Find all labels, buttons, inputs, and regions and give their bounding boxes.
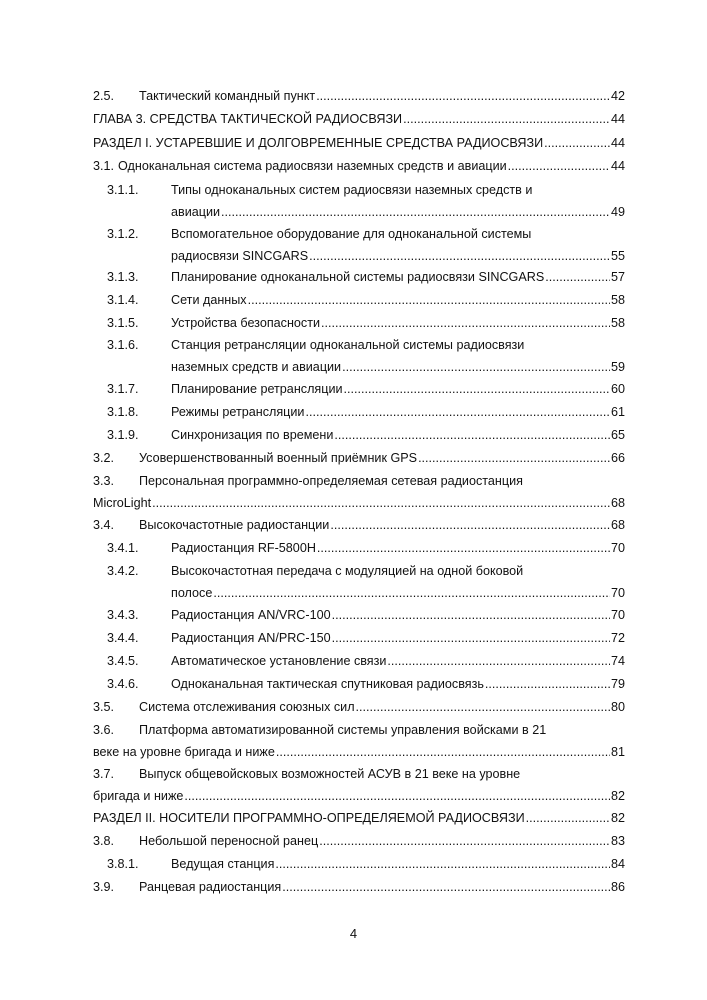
toc-leader [316,86,610,106]
toc-leader [545,267,610,287]
toc-page: 66 [610,451,625,465]
toc-entry[interactable] [93,180,625,222]
toc-leader [485,674,610,694]
toc-entry[interactable] [93,267,625,287]
toc-title-cont: веке на уровне бригада и ниже [93,745,275,759]
toc-leader [275,854,610,874]
toc-leader [332,628,610,648]
toc-entry[interactable] [93,224,625,266]
toc-leader [221,202,610,222]
toc-number: 2.5. [93,89,115,103]
toc-title-cont: радиосвязи SINCGARS [171,249,309,263]
toc-number: 3.1.2. [107,227,139,241]
toc-entry[interactable] [93,538,625,558]
toc-page: 79 [610,677,625,691]
toc-number: 3.1.7. [107,382,139,396]
toc-leader [321,313,610,333]
toc-entry[interactable] [93,86,625,106]
toc-title: Радиостанция AN/VRC-100 [171,608,331,622]
toc-title: Вспомогательное оборудование для одноканальной системы [171,227,532,241]
toc-leader [526,808,610,828]
toc-title: РАЗДЕЛ II. НОСИТЕЛИ ПРОГРАММНО-ОПРЕДЕЛЯЕМОЙ РАДИОСВЯЗИ [93,811,525,825]
toc-page: 59 [610,360,625,374]
toc-entry[interactable] [93,628,625,648]
toc-leader [330,515,610,535]
toc-number: 3.4.2. [107,564,139,578]
toc-leader [248,290,610,310]
toc-entry[interactable] [93,156,625,176]
toc-number: 3.4.5. [107,654,139,668]
toc-page: 82 [610,811,625,825]
toc-page: 61 [610,405,625,419]
toc-title: Режимы ретрансляции [171,405,305,419]
toc-page: 82 [610,789,625,803]
toc-number: 3.4.4. [107,631,139,645]
toc-number: 3.4.3. [107,608,139,622]
toc-leader [276,742,610,762]
toc-title: Радиостанция AN/PRC-150 [171,631,331,645]
toc-entry[interactable] [93,831,625,851]
toc-page: 49 [610,205,625,219]
toc-leader [387,651,610,671]
toc-number: 3.1.4. [107,293,139,307]
toc-entry-chapter[interactable] [93,109,625,129]
toc-number: 3.3. [93,474,115,488]
toc-number: 3.1.5. [107,316,139,330]
toc-page: 42 [610,89,625,103]
toc-title-cont: MicroLight [93,496,152,510]
toc-entry[interactable] [93,402,625,422]
toc-page: 70 [610,608,625,622]
toc-title: Ранцевая радиостанция [139,880,282,894]
toc-page: 65 [610,428,625,442]
toc-title: Типы одноканальных систем радиосвязи наземных средств и [171,183,533,197]
toc-page: 68 [610,496,625,510]
toc-entry[interactable] [93,561,625,603]
toc-entry[interactable] [93,605,625,625]
toc-leader [508,156,610,176]
toc-title: Тактический командный пункт [139,89,316,103]
toc-title: Одноканальная система радиосвязи наземных средств и авиации [118,159,507,173]
toc-entry[interactable] [93,313,625,333]
toc-entry[interactable] [93,674,625,694]
toc-number: 3.1.1. [107,183,139,197]
toc-leader [342,357,610,377]
toc-entry[interactable] [93,877,625,897]
toc-title: Сети данных [171,293,247,307]
toc-number: 3.1.6. [107,338,139,352]
toc-title: Высокочастотные радиостанции [139,518,330,532]
toc-number: 3.1.9. [107,428,139,442]
toc-title: Радиостанция RF-5800H [171,541,316,555]
toc-title-cont: авиации [171,205,221,219]
toc-title: Одноканальная тактическая спутниковая радиосвязь [171,677,484,691]
toc-entry[interactable] [93,425,625,445]
toc-title: Ведущая станция [171,857,275,871]
toc-title: Персональная программно-определяемая сетевая радиостанция [139,474,523,488]
toc-title: Высокочастотная передача с модуляцией на одной боковой [171,564,524,578]
toc-entry-section[interactable] [93,808,625,828]
toc-page: 86 [610,880,625,894]
toc-page: 60 [610,382,625,396]
toc-title: Усовершенствованный военный приёмник GPS [139,451,418,465]
toc-leader [152,493,610,513]
toc-page: 74 [610,654,625,668]
toc-page: 44 [610,112,625,126]
toc-page: 44 [610,159,625,173]
toc-page: 80 [610,700,625,714]
toc-title: ГЛАВА 3. СРЕДСТВА ТАКТИЧЕСКОЙ РАДИОСВЯЗИ [93,112,403,126]
toc-title: Платформа автоматизированной системы управления войсками в 21 [139,723,547,737]
toc-title: Небольшой переносной ранец [139,834,319,848]
toc-leader [356,697,610,717]
toc-number: 3.7. [93,767,115,781]
toc-page: 55 [610,249,625,263]
toc-title: Планирование одноканальной системы радиосвязи SINCGARS [171,270,545,284]
toc-entry[interactable] [93,335,625,377]
toc-entry[interactable] [93,764,625,806]
toc-title: РАЗДЕЛ I. УСТАРЕВШИЕ И ДОЛГОВРЕМЕННЫЕ СРЕДСТВА РАДИОСВЯЗИ [93,136,544,150]
toc-number: 3.1.3. [107,270,139,284]
toc-page: 72 [610,631,625,645]
toc-title-cont: бригада и ниже [93,789,184,803]
toc-entry[interactable] [93,448,625,468]
toc-number: 3.1.8. [107,405,139,419]
toc-page: 70 [610,541,625,555]
toc-leader [344,379,610,399]
toc-page: 83 [610,834,625,848]
toc-entry-section[interactable] [93,133,625,153]
toc-page: 58 [610,316,625,330]
toc-leader [334,425,610,445]
toc-number: 3.9. [93,880,115,894]
toc-title: Автоматическое установление связи [171,654,387,668]
toc-leader [319,831,610,851]
toc-leader [213,583,610,603]
toc-entry[interactable] [93,854,625,874]
toc-leader [332,605,610,625]
toc-title: Система отслеживания союзных сил [139,700,355,714]
toc-title: Выпуск общевойсковых возможностей АСУВ в 21 веке на уровне [139,767,521,781]
toc-leader [544,133,610,153]
toc-leader [418,448,610,468]
toc-entry[interactable] [93,471,625,513]
toc-entry[interactable] [93,379,625,399]
toc-page: 44 [610,136,625,150]
toc-leader [184,786,610,806]
toc-title-cont: наземных средств и авиации [171,360,342,374]
toc-entry[interactable] [93,720,625,762]
toc-entry[interactable] [93,651,625,671]
toc-number: 3.5. [93,700,115,714]
toc-number: 3.8.1. [107,857,139,871]
toc-number: 3.6. [93,723,115,737]
toc-title: Станция ретрансляции одноканальной системы радиосвязи [171,338,525,352]
toc-number: 3.4. [93,518,115,532]
toc-leader [403,109,610,129]
toc-number: 3.1. [93,159,115,173]
toc-title: Устройства безопасности [171,316,320,330]
toc-number: 3.8. [93,834,115,848]
toc-leader [317,538,610,558]
toc-number: 3.4.1. [107,541,139,555]
toc-page: 58 [610,293,625,307]
page-number: 4 [349,926,358,941]
toc-page: 70 [610,586,625,600]
toc-title: Синхронизация по времени [171,428,334,442]
toc-leader [309,246,610,266]
toc-entry[interactable] [93,290,625,310]
toc-page: 57 [610,270,625,284]
toc-leader [305,402,610,422]
toc-number: 3.4.6. [107,677,139,691]
toc-page: 68 [610,518,625,532]
toc-title: Планирование ретрансляции [171,382,343,396]
toc-number: 3.2. [93,451,115,465]
toc-entry[interactable] [93,697,625,717]
toc-page: 84 [610,857,625,871]
toc-leader [282,877,610,897]
toc-title-cont: полосе [171,586,213,600]
toc-entry[interactable] [93,515,625,535]
toc-page: 81 [610,745,625,759]
